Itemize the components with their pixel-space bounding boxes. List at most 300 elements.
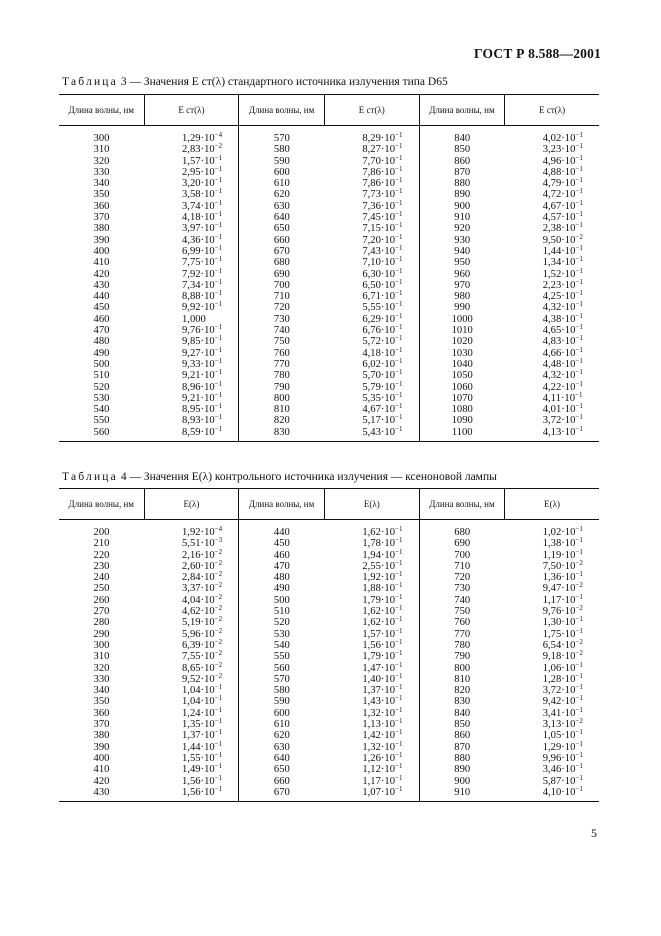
wavelength-cell: 540 <box>273 639 290 651</box>
exponent: −1 <box>395 164 403 173</box>
value-cell: $1,57\cdot 10^{-1}$ <box>144 156 239 167</box>
value-cell: $5,19\cdot 10^{-2}$ <box>144 617 239 628</box>
table-row <box>59 595 599 606</box>
value-cell: $1,24\cdot 10^{-1}$ <box>144 708 239 719</box>
value-cell: $4,79\cdot 10^{-1}$ <box>542 176 583 190</box>
value-cell: $9,52\cdot 10^{-2}$ <box>144 674 239 685</box>
wavelength-cell: 820 <box>273 415 290 427</box>
wavelength-cell: 290 <box>93 628 110 640</box>
table-row <box>59 651 599 662</box>
value-cell: $1,34\cdot 10^{-1}$ <box>542 255 583 269</box>
wavelength-cell: 830 <box>239 427 325 442</box>
wavelength-cell: 920 <box>454 223 471 235</box>
exponent: −2 <box>575 581 583 590</box>
table-row <box>59 291 599 302</box>
value-cell: $1,29\cdot 10^{-1}$ <box>542 739 583 753</box>
wavelength-cell: 260 <box>93 594 110 606</box>
exponent: −1 <box>575 243 583 252</box>
value-cell: $2,23\cdot 10^{-1}$ <box>542 277 583 291</box>
exponent: −1 <box>395 705 403 714</box>
wavelength-cell: 790 <box>454 651 471 663</box>
exponent: −1 <box>214 683 223 692</box>
value-cell: $3,20\cdot 10^{-1}$ <box>144 178 239 189</box>
wavelength-cell: 220 <box>93 549 110 561</box>
exponent: −1 <box>575 334 583 343</box>
exponent: −1 <box>395 424 403 433</box>
exponent: −1 <box>575 277 583 286</box>
exponent: −1 <box>575 221 583 230</box>
value-cell: $4,32\cdot 10^{-1}$ <box>542 368 583 382</box>
wavelength-cell: 670 <box>239 787 325 802</box>
value-cell: $1,62\cdot 10^{-1}$ <box>324 606 419 617</box>
exponent: −1 <box>395 615 403 624</box>
wavelength-cell: 800 <box>454 662 471 674</box>
value-cell: 1,000 <box>144 314 239 325</box>
wavelength-cell: 860 <box>454 730 471 742</box>
exponent: −1 <box>395 311 403 320</box>
wavelength-cell: 600 <box>273 166 290 178</box>
wavelength-cell: 830 <box>454 696 471 708</box>
wavelength-cell: 530 <box>93 392 110 404</box>
exponent: −1 <box>575 266 583 275</box>
wavelength-cell: 840 <box>454 133 471 144</box>
value-cell: $1,36\cdot 10^{-1}$ <box>542 570 583 584</box>
wavelength-cell: 310 <box>93 144 110 156</box>
exponent: −1 <box>575 311 583 320</box>
table4-header-cell: E(λ) <box>324 489 419 520</box>
exponent: −2 <box>214 649 223 658</box>
value-cell: $1,02\cdot 10^{-1}$ <box>542 525 583 538</box>
exponent: −1 <box>395 739 403 748</box>
value-cell: $4,83\cdot 10^{-1}$ <box>542 334 583 348</box>
wavelength-cell: 400 <box>93 752 110 764</box>
wavelength-cell: 500 <box>93 358 110 370</box>
table-row <box>59 144 599 155</box>
exponent: −1 <box>395 142 403 151</box>
exponent: −1 <box>575 131 583 139</box>
value-cell: $3,72\cdot 10^{-1}$ <box>542 683 583 697</box>
wavelength-cell: 1090 <box>451 415 473 427</box>
wavelength-cell: 850 <box>454 144 471 156</box>
wavelength-cell: 890 <box>454 189 471 201</box>
table3-header-cell: E ст(λ) <box>505 95 599 126</box>
wavelength-cell: 560 <box>59 427 144 442</box>
wavelength-cell: 300 <box>93 639 110 651</box>
exponent: −2 <box>214 615 223 624</box>
exponent: −1 <box>214 368 223 377</box>
exponent: −1 <box>395 547 403 556</box>
value-cell: $2,84\cdot 10^{-2}$ <box>144 572 239 583</box>
exponent: −1 <box>575 592 583 601</box>
value-cell: $4,02\cdot 10^{-1}$ <box>542 131 583 144</box>
exponent: −1 <box>214 773 223 782</box>
exponent: −2 <box>214 570 223 579</box>
value-cell: $9,42\cdot 10^{-1}$ <box>542 694 583 708</box>
wavelength-cell: 390 <box>93 741 110 753</box>
value-cell: $9,76\cdot 10^{-1}$ <box>144 325 239 336</box>
exponent: −1 <box>575 187 583 196</box>
exponent: −1 <box>214 728 223 737</box>
value-cell: $4,01\cdot 10^{-1}$ <box>542 402 583 416</box>
wavelength-cell: 380 <box>93 223 110 235</box>
value-cell: $2,83\cdot 10^{-2}$ <box>144 144 239 155</box>
wavelength-cell: 270 <box>93 606 110 618</box>
exponent: −1 <box>575 176 583 185</box>
exponent: −1 <box>395 525 403 533</box>
value-cell: $7,45\cdot 10^{-1}$ <box>324 212 419 223</box>
value-cell: $4,67\cdot 10^{-1}$ <box>324 404 419 415</box>
wavelength-cell: 570 <box>273 133 290 144</box>
value-cell: $8,93\cdot 10^{-1}$ <box>144 415 239 426</box>
wavelength-cell: 320 <box>93 155 110 167</box>
value-cell: $1,17\cdot 10^{-1}$ <box>324 776 419 787</box>
value-cell: $9,27\cdot 10^{-1}$ <box>144 348 239 359</box>
value-cell: $1,38\cdot 10^{-1}$ <box>542 536 583 550</box>
exponent: −1 <box>395 671 403 680</box>
wavelength-cell: 660 <box>273 234 290 246</box>
wavelength-cell: 490 <box>273 583 290 595</box>
value-cell: $1,44\cdot 10^{-1}$ <box>144 742 239 753</box>
value-cell: $9,21\cdot 10^{-1}$ <box>144 370 239 381</box>
exponent: −2 <box>575 717 583 726</box>
exponent: −1 <box>214 345 223 354</box>
exponent: −1 <box>395 649 403 658</box>
value-cell: $1,62\cdot 10^{-1}$ <box>324 520 419 539</box>
exponent: −1 <box>214 187 223 196</box>
exponent: −1 <box>395 637 403 646</box>
table-row <box>59 201 599 212</box>
value-cell: $3,58\cdot 10^{-1}$ <box>144 189 239 200</box>
table-row <box>59 189 599 200</box>
exponent: −1 <box>214 705 223 714</box>
table-row <box>59 382 599 393</box>
value-cell: $3,23\cdot 10^{-1}$ <box>542 142 583 156</box>
exponent: −1 <box>395 592 403 601</box>
wavelength-cell: 620 <box>273 730 290 742</box>
exponent: −1 <box>214 379 223 388</box>
table-row <box>59 269 599 280</box>
table-row <box>59 280 599 291</box>
table3 <box>59 94 599 442</box>
value-cell: $1,88\cdot 10^{-1}$ <box>324 583 419 594</box>
wavelength-cell: 240 <box>93 572 110 584</box>
value-cell: $1,30\cdot 10^{-1}$ <box>542 615 583 629</box>
wavelength-cell: 320 <box>93 662 110 674</box>
exponent: −2 <box>214 671 223 680</box>
table-row <box>59 415 599 426</box>
value-cell: $6,54\cdot 10^{-2}$ <box>542 637 583 651</box>
value-cell: $1,12\cdot 10^{-1}$ <box>324 764 419 775</box>
exponent: −1 <box>395 558 403 567</box>
exponent: −1 <box>214 334 223 343</box>
value-cell: $1,43\cdot 10^{-1}$ <box>324 696 419 707</box>
value-cell: $4,66\cdot 10^{-1}$ <box>542 345 583 359</box>
exponent: −2 <box>214 637 223 646</box>
wavelength-cell: 630 <box>273 200 290 212</box>
exponent: −1 <box>395 198 403 207</box>
wavelength-cell: 440 <box>93 291 110 303</box>
exponent: −1 <box>395 334 403 343</box>
value-cell: $5,70\cdot 10^{-1}$ <box>324 370 419 381</box>
exponent: −2 <box>214 660 223 669</box>
table4-caption <box>62 471 497 483</box>
wavelength-cell: 970 <box>454 279 471 291</box>
wavelength-cell: 620 <box>273 189 290 201</box>
exponent: −1 <box>214 413 223 422</box>
wavelength-cell: 950 <box>454 257 471 269</box>
value-cell: $5,35\cdot 10^{-1}$ <box>324 393 419 404</box>
wavelength-cell: 990 <box>454 302 471 314</box>
value-cell: $4,18\cdot 10^{-1}$ <box>324 348 419 359</box>
table4-header-cell: Длина волны, нм <box>59 489 144 520</box>
page-number: 5 <box>591 826 597 840</box>
value-cell: $8,59\cdot 10^{-1}$ <box>144 427 239 442</box>
wavelength-cell: 770 <box>454 628 471 640</box>
wavelength-cell: 910 <box>419 787 505 802</box>
wavelength-cell: 740 <box>273 325 290 337</box>
wavelength-cell: 680 <box>454 527 471 538</box>
table-row <box>59 336 599 347</box>
table-row <box>59 404 599 415</box>
wavelength-cell: 1050 <box>451 370 473 382</box>
value-cell: $2,16\cdot 10^{-2}$ <box>144 550 239 561</box>
exponent: −1 <box>575 289 583 298</box>
value-cell: $5,87\cdot 10^{-1}$ <box>542 773 583 787</box>
exponent: −1 <box>575 424 583 433</box>
exponent: −1 <box>214 390 223 399</box>
table3-caption <box>62 76 448 88</box>
value-cell: $1,62\cdot 10^{-1}$ <box>324 617 419 628</box>
wavelength-cell: 1070 <box>451 392 473 404</box>
value-cell: $1,05\cdot 10^{-1}$ <box>542 728 583 742</box>
wavelength-cell: 640 <box>273 752 290 764</box>
wavelength-cell: 630 <box>273 741 290 753</box>
value-cell: $4,96\cdot 10^{-1}$ <box>542 153 583 167</box>
value-cell: $7,10\cdot 10^{-1}$ <box>324 257 419 268</box>
value-cell: $9,96\cdot 10^{-1}$ <box>542 750 583 764</box>
exponent: −2 <box>214 581 223 590</box>
value-cell: $1,56\cdot 10^{-1}$ <box>144 776 239 787</box>
exponent: −1 <box>214 289 223 298</box>
wavelength-cell: 430 <box>59 787 144 802</box>
wavelength-cell: 810 <box>273 404 290 416</box>
table-row <box>59 302 599 313</box>
exponent: −1 <box>395 717 403 726</box>
value-cell: $3,46\cdot 10^{-1}$ <box>542 762 583 776</box>
value-cell: $1,92\cdot 10^{-4}$ <box>144 520 239 539</box>
exponent: −1 <box>575 660 583 669</box>
table-row <box>59 640 599 651</box>
exponent: −1 <box>214 277 223 286</box>
wavelength-cell: 710 <box>454 560 471 572</box>
wavelength-cell: 330 <box>93 673 110 685</box>
value-cell: $7,73\cdot 10^{-1}$ <box>324 189 419 200</box>
value-cell: $6,50\cdot 10^{-1}$ <box>324 280 419 291</box>
value-cell: $7,15\cdot 10^{-1}$ <box>324 223 419 234</box>
wavelength-cell: 820 <box>454 685 471 697</box>
value-cell: $1,28\cdot 10^{-1}$ <box>542 671 583 685</box>
value-cell: $5,55\cdot 10^{-1}$ <box>324 302 419 313</box>
exponent: −1 <box>214 739 223 748</box>
wavelength-cell: 580 <box>273 144 290 156</box>
exponent: −1 <box>395 255 403 264</box>
exponent: −1 <box>214 424 223 433</box>
table3-header-row <box>59 95 599 126</box>
value-cell: $6,71\cdot 10^{-1}$ <box>324 291 419 302</box>
document-number: ГОСТ Р 8.588—2001 <box>474 46 601 61</box>
exponent: −1 <box>214 750 223 759</box>
wavelength-cell: 470 <box>273 560 290 572</box>
value-cell: $3,41\cdot 10^{-1}$ <box>542 705 583 719</box>
wavelength-cell: 580 <box>273 685 290 697</box>
exponent: −2 <box>214 547 223 556</box>
exponent: −1 <box>575 750 583 759</box>
value-cell: $7,75\cdot 10^{-1}$ <box>144 257 239 268</box>
value-cell: $9,21\cdot 10^{-1}$ <box>144 393 239 404</box>
value-cell: $1,56\cdot 10^{-1}$ <box>144 787 239 802</box>
exponent: −2 <box>575 649 583 658</box>
exponent: −1 <box>214 198 223 207</box>
value-cell: $1,19\cdot 10^{-1}$ <box>542 547 583 561</box>
table-row <box>59 617 599 628</box>
exponent: −1 <box>395 210 403 219</box>
exponent: −1 <box>575 784 583 793</box>
value-cell: $4,38\cdot 10^{-1}$ <box>542 311 583 325</box>
value-cell: $5,96\cdot 10^{-2}$ <box>144 629 239 640</box>
wavelength-cell: 460 <box>273 549 290 561</box>
exponent: −1 <box>214 210 223 219</box>
value-cell: $1,79\cdot 10^{-1}$ <box>324 595 419 606</box>
wavelength-cell: 1030 <box>451 347 473 359</box>
value-cell: $8,96\cdot 10^{-1}$ <box>144 382 239 393</box>
value-cell: $7,43\cdot 10^{-1}$ <box>324 246 419 257</box>
exponent: −1 <box>575 210 583 219</box>
wavelength-cell: 640 <box>273 212 290 224</box>
wavelength-cell: 360 <box>93 200 110 212</box>
exponent: −1 <box>575 728 583 737</box>
exponent: −1 <box>575 570 583 579</box>
wavelength-cell: 1040 <box>451 358 473 370</box>
wavelength-cell: 600 <box>273 707 290 719</box>
value-cell: $9,92\cdot 10^{-1}$ <box>144 302 239 313</box>
value-cell: $7,70\cdot 10^{-1}$ <box>324 156 419 167</box>
wavelength-cell: 380 <box>93 730 110 742</box>
wavelength-cell: 570 <box>273 673 290 685</box>
exponent: −1 <box>575 525 583 533</box>
table-row <box>59 685 599 696</box>
exponent: −1 <box>395 626 403 635</box>
exponent: −1 <box>395 536 403 545</box>
value-cell: $2,38\cdot 10^{-1}$ <box>542 221 583 235</box>
value-cell: $1,57\cdot 10^{-1}$ <box>324 629 419 640</box>
wavelength-cell: 610 <box>273 719 290 731</box>
exponent: −1 <box>214 694 223 703</box>
value-cell: $4,48\cdot 10^{-1}$ <box>542 356 583 370</box>
exponent: −1 <box>214 323 223 332</box>
exponent: −1 <box>575 323 583 332</box>
wavelength-cell: 420 <box>93 268 110 280</box>
exponent: −1 <box>575 368 583 377</box>
wavelength-cell: 410 <box>93 257 110 269</box>
value-cell: $6,99\cdot 10^{-1}$ <box>144 246 239 257</box>
value-cell: $1,32\cdot 10^{-1}$ <box>324 708 419 719</box>
exponent: −1 <box>575 255 583 264</box>
wavelength-cell: 730 <box>454 583 471 595</box>
wavelength-cell: 700 <box>454 549 471 561</box>
wavelength-cell: 430 <box>93 279 110 291</box>
wavelength-cell: 530 <box>273 628 290 640</box>
wavelength-cell: 910 <box>454 212 471 224</box>
wavelength-cell: 560 <box>273 662 290 674</box>
wavelength-cell: 650 <box>273 223 290 235</box>
wavelength-cell: 690 <box>273 268 290 280</box>
table4-header-row <box>59 489 599 520</box>
value-cell: $1,78\cdot 10^{-1}$ <box>324 538 419 549</box>
table-row <box>59 583 599 594</box>
table-row <box>59 370 599 381</box>
table3-header-cell: Длина волны, нм <box>419 95 505 126</box>
table-row <box>59 223 599 234</box>
table-row <box>59 663 599 674</box>
exponent: −1 <box>395 368 403 377</box>
table-row <box>59 787 599 802</box>
table-row <box>59 561 599 572</box>
wavelength-cell: 480 <box>273 572 290 584</box>
exponent: −3 <box>214 536 223 545</box>
wavelength-cell: 670 <box>273 245 290 257</box>
wavelength-cell: 980 <box>454 291 471 303</box>
table3-header-cell: E ст(λ) <box>324 95 419 126</box>
value-cell: $4,22\cdot 10^{-1}$ <box>542 379 583 393</box>
wavelength-cell: 250 <box>93 583 110 595</box>
table3-header-cell: E ст(λ) <box>144 95 239 126</box>
exponent: −1 <box>575 379 583 388</box>
value-cell: $2,60\cdot 10^{-2}$ <box>144 561 239 572</box>
exponent: −1 <box>575 345 583 354</box>
wavelength-cell: 230 <box>93 560 110 572</box>
table4 <box>59 488 599 802</box>
exponent: −1 <box>395 762 403 771</box>
value-cell: $4,18\cdot 10^{-1}$ <box>144 212 239 223</box>
table-row <box>59 393 599 404</box>
exponent: −1 <box>395 131 403 139</box>
wavelength-cell: 550 <box>93 415 110 427</box>
value-cell: $1,52\cdot 10^{-1}$ <box>542 266 583 280</box>
wavelength-cell: 880 <box>454 178 471 190</box>
wavelength-cell: 1020 <box>451 336 473 348</box>
value-cell: $8,27\cdot 10^{-1}$ <box>324 144 419 155</box>
exponent: −2 <box>575 604 583 613</box>
table-row <box>59 629 599 640</box>
wavelength-cell: 540 <box>93 404 110 416</box>
table-row <box>59 719 599 730</box>
value-cell: $1,49\cdot 10^{-1}$ <box>144 764 239 775</box>
wavelength-cell: 590 <box>273 696 290 708</box>
table-row <box>59 753 599 764</box>
value-cell: $8,65\cdot 10^{-2}$ <box>144 663 239 674</box>
wavelength-cell: 420 <box>93 775 110 787</box>
exponent: −1 <box>214 232 223 241</box>
table3-body <box>59 126 599 442</box>
exponent: −1 <box>575 694 583 703</box>
exponent: −1 <box>395 277 403 286</box>
wavelength-cell: 750 <box>454 606 471 618</box>
wavelength-cell: 790 <box>273 381 290 393</box>
wavelength-cell: 350 <box>93 696 110 708</box>
wavelength-cell: 1010 <box>451 325 473 337</box>
table-row <box>59 730 599 741</box>
value-cell: $1,37\cdot 10^{-1}$ <box>324 685 419 696</box>
